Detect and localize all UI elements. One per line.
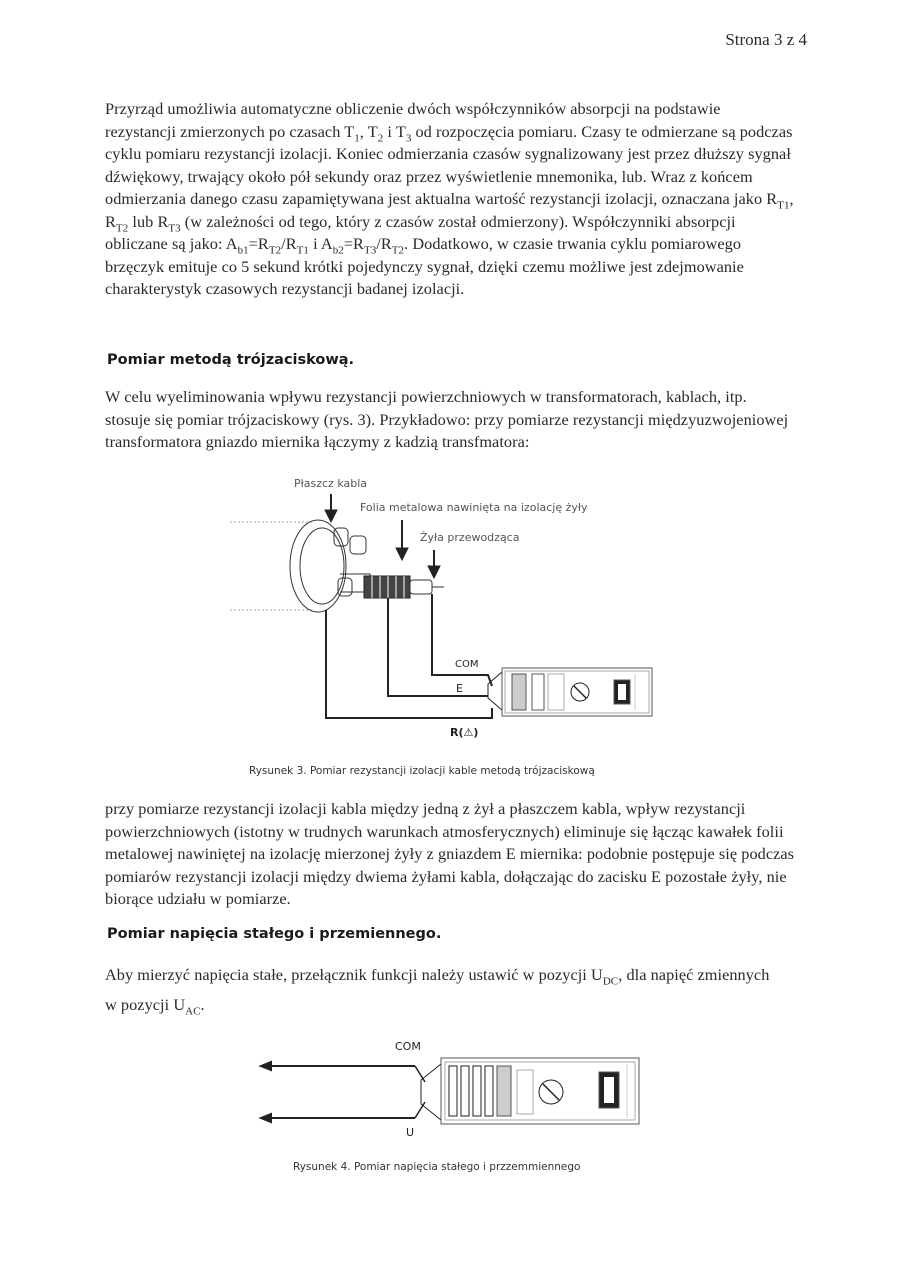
arrow-sheath [325,494,337,522]
arrow-foil [396,520,408,560]
figure-4-caption: Rysunek 4. Pomiar napięcia stałego i przzemmiennego [293,1161,581,1173]
label-com: COM [455,659,479,670]
meter-device-fig4 [421,1058,639,1124]
label-core: Żyła przewodząca [420,531,520,544]
connection-wires [326,594,492,718]
test-leads [261,1062,425,1122]
label-com-fig4: COM [395,1040,421,1053]
label-u: U [406,1126,415,1139]
figure-4-diagram [255,1030,655,1145]
arrow-core [428,550,440,578]
label-r: R(⚠) [450,726,479,739]
figure-3-caption: Rysunek 3. Pomiar rezystancji izolacji kable metodą trójzaciskową [249,765,595,777]
voltage-heading: Pomiar napięcia stałego i przemiennego. [107,926,442,942]
three-terminal-intro: W celu wyeliminowania wpływu rezystancji powierzchniowych w transformatorach, kablach, itp. stosuje się pomiar trójzaciskowy (rys. 3). Przykładowo: przy pomiarze rezystancji międzyuzwojeniowej transformatora gniazdo miernika łączymy z kadzią transfmatora: [105,387,789,451]
label-foil: Folia metalowa nawinięta na izolację żyły [360,501,588,514]
meter-device [488,668,652,716]
voltage-paragraph: Aby mierzyć napięcia stałe, przełącznik funkcji należy ustawić w pozycji $U_{DC}$, dla napięć zmiennych w pozycji $U_{AC}$. [105,965,770,1018]
label-e: E [456,682,463,695]
page-number: Strona 3 z 4 [725,30,807,49]
absorption-paragraph: Przyrząd umożliwia automatyczne obliczenie dwóch współczynników absorpcji na podstawie rezystancji zmierzonych po czasach $T_1$, $T_2$ i $T_3$ od rozpoczęcia pomiaru. Czasy te odmierzane są podczas cyklu pomiaru rezystancji izolacji. Koniec odmierzania czasów sygnalizowany jest przez dłuższy sygnał dźwiękowy, trwający około pół sekundy oraz przez wyświetlenie mnemonika, lub. Wraz z końcem odmierzania danego czasu zapamiętywana jest aktualna wartość rezystancji izolacji, oznaczana jako $R_{T1}$, $R_{T2}$ lub $R_{T3}$ (w zależności od tego, który z czasów został odmierzony). Współczynniki absorpcji obliczane są jako: $A_{b1}=R_{T2}/R_{T1}$ i $A_{b2}=R_{T3}/R_{T2}$. Dodatkowo, w czasie trwania cyklu pomiarowego brzęczyk emituje co 5 sekund krótki pojedynczy sygnał, dzięki czemu możliwe jest zdejmowanie charakterystyk czasowych rezystancji badanej izolacji. [105,99,794,298]
label-sheath: Płaszcz kabla [294,477,368,490]
three-terminal-heading: Pomiar metodą trójzaciskową. [107,352,355,368]
three-terminal-body: przy pomiarze rezystancji izolacji kabla między jedną z żył a płaszczem kabla, wpływ rezystancji powierzchniowych (istotny w trudnych warunkach atmosferycznych) eliminuje się łącząc kawałek folii metalowej nawiniętej na izolację mierzonej żyły z gniazdem E miernika: podobnie postępuje się podczas pomiarów rezystancji izolacji między dwiema żyłami kabla, dołączając do zacisku E pozostałe żyły, nie biorące udziału w pomiarze. [105,799,795,908]
cable-drawing [230,520,444,612]
figure-3-diagram [230,470,670,770]
